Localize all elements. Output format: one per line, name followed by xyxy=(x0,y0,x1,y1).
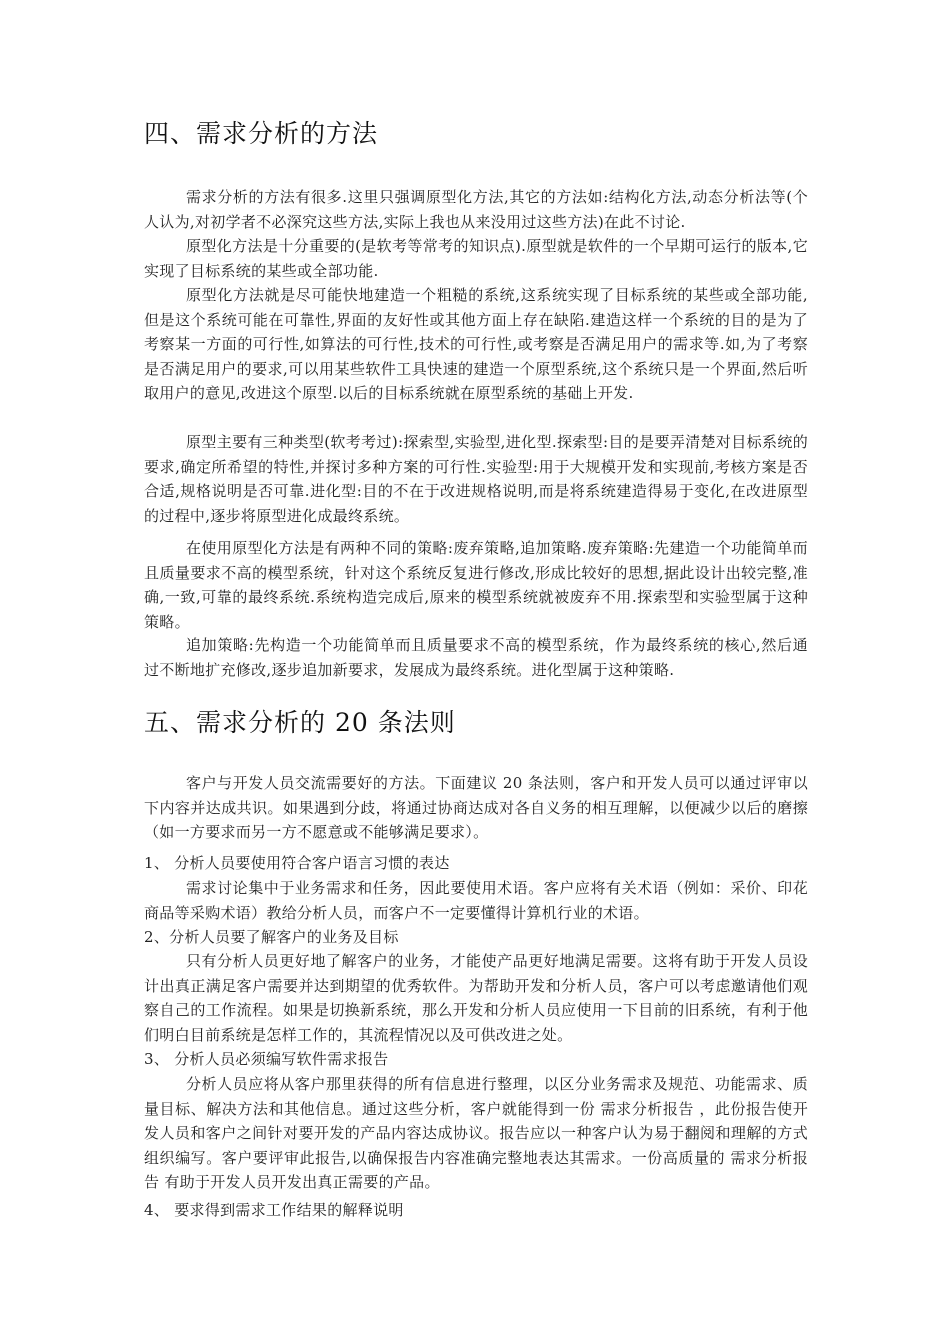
rule-body: 只有分析人员更好地了解客户的业务，才能使产品更好地满足需要。这将有助于开发人员设计出真正满足客户需要并达到期望的优秀软件。为帮助开发和分析人员，客户可以考虑邀请他们观察自己的工作流程。如果是切换新系统，那么开发和分析人员应使用一下目前的旧系统，有利于他们明白目前系统是怎样工作的，其流程情况以及可供改进之处。 xyxy=(144,952,808,1044)
rule-title: 4、 要求得到需求工作结果的解释说明 xyxy=(144,1201,404,1219)
section-4-paragraph: 追加策略:先构造一个功能简单而且质量要求不高的模型系统，作为最终系统的核心,然后通过不断地扩充修改,逐步追加新要求，发展成为最终系统。进化型属于这种策略. xyxy=(144,636,808,679)
section-4-paragraph: 原型化方法是十分重要的(是软考等常考的知识点).原型就是软件的一个早期可运行的版本,它实现了目标系统的某些或全部功能. xyxy=(144,237,808,280)
rule-title: 1、 分析人员要使用符合客户语言习惯的表达 xyxy=(144,854,450,872)
section-5-heading: 五、需求分析的 20 条法则 xyxy=(144,708,456,737)
section-4-heading: 四、需求分析的方法 xyxy=(144,119,379,148)
section-5-intro: 客户与开发人员交流需要好的方法。下面建议 20 条法则，客户和开发人员可以通过评审以下内容并达成共识。如果遇到分歧，将通过协商达成对各自义务的相互理解，以便减少以后的磨擦（如一方要求而另一方不愿意或不能够满足要求）。 xyxy=(144,774,808,842)
section-4-paragraph: 在使用原型化方法是有两种不同的策略:废弃策略,追加策略.废弃策略:先建造一个功能简单而且质量要求不高的模型系统，针对这个系统反复进行修改,形成比较好的思想,据此设计出较完整,准确,一致,可靠的最终系统.系统构造完成后,原来的模型系统就被废弃不用.探索型和实验型属于这种策略。 xyxy=(144,539,808,631)
rule-body: 分析人员应将从客户那里获得的所有信息进行整理，以区分业务需求及规范、功能需求、质量目标、解决方法和其他信息。通过这些分析，客户就能得到一份 需求分析报告 ，此份报告使开发人员和客户之间针对要开发的产品内容达成协议。报告应以一种客户认为易于翻阅和理解的方式组织编写。客户要评审此报告,以确保报告内容准确完整地表达其需求。一份高质量的 需求分析报告 有助于开发人员开发出真正需要的产品。 xyxy=(144,1075,808,1192)
rule-title: 3、 分析人员必须编写软件需求报告 xyxy=(144,1050,389,1068)
rule-title: 2、分析人员要了解客户的业务及目标 xyxy=(144,928,399,946)
section-4-paragraph: 原型化方法就是尽可能快地建造一个粗糙的系统,这系统实现了目标系统的某些或全部功能,但是这个系统可能在可靠性,界面的友好性或其他方面上存在缺陷.建造这样一个系统的目的是为了考察某一方面的可行性,如算法的可行性,技术的可行性,或考察是否满足用户的需求等.如,为了考察是否满足用户的要求,可以用某些软件工具快速的建造一个原型系统,这个系统只是一个界面,然后听取用户的意见,改进这个原型.以后的目标系统就在原型系统的基础上开发. xyxy=(144,286,808,403)
rule-body: 需求讨论集中于业务需求和任务，因此要使用术语。客户应将有关术语（例如：采价、印花商品等采购术语）教给分析人员，而客户不一定要懂得计算机行业的术语。 xyxy=(144,879,808,922)
section-4-paragraph: 需求分析的方法有很多.这里只强调原型化方法,其它的方法如:结构化方法,动态分析法等(个人认为,对初学者不必深究这些方法,实际上我也从来没用过这些方法)在此不讨论. xyxy=(144,188,808,231)
section-4-paragraph: 原型主要有三种类型(软考考过):探索型,实验型,进化型.探索型:目的是要弄清楚对目标系统的要求,确定所希望的特性,并探讨多种方案的可行性.实验型:用于大规模开发和实现前,考核方案是否合适,规格说明是否可靠.进化型:目的不在于改进规格说明,而是将系统建造得易于变化,在改进原型的过程中,逐步将原型进化成最终系统。 xyxy=(144,433,808,525)
